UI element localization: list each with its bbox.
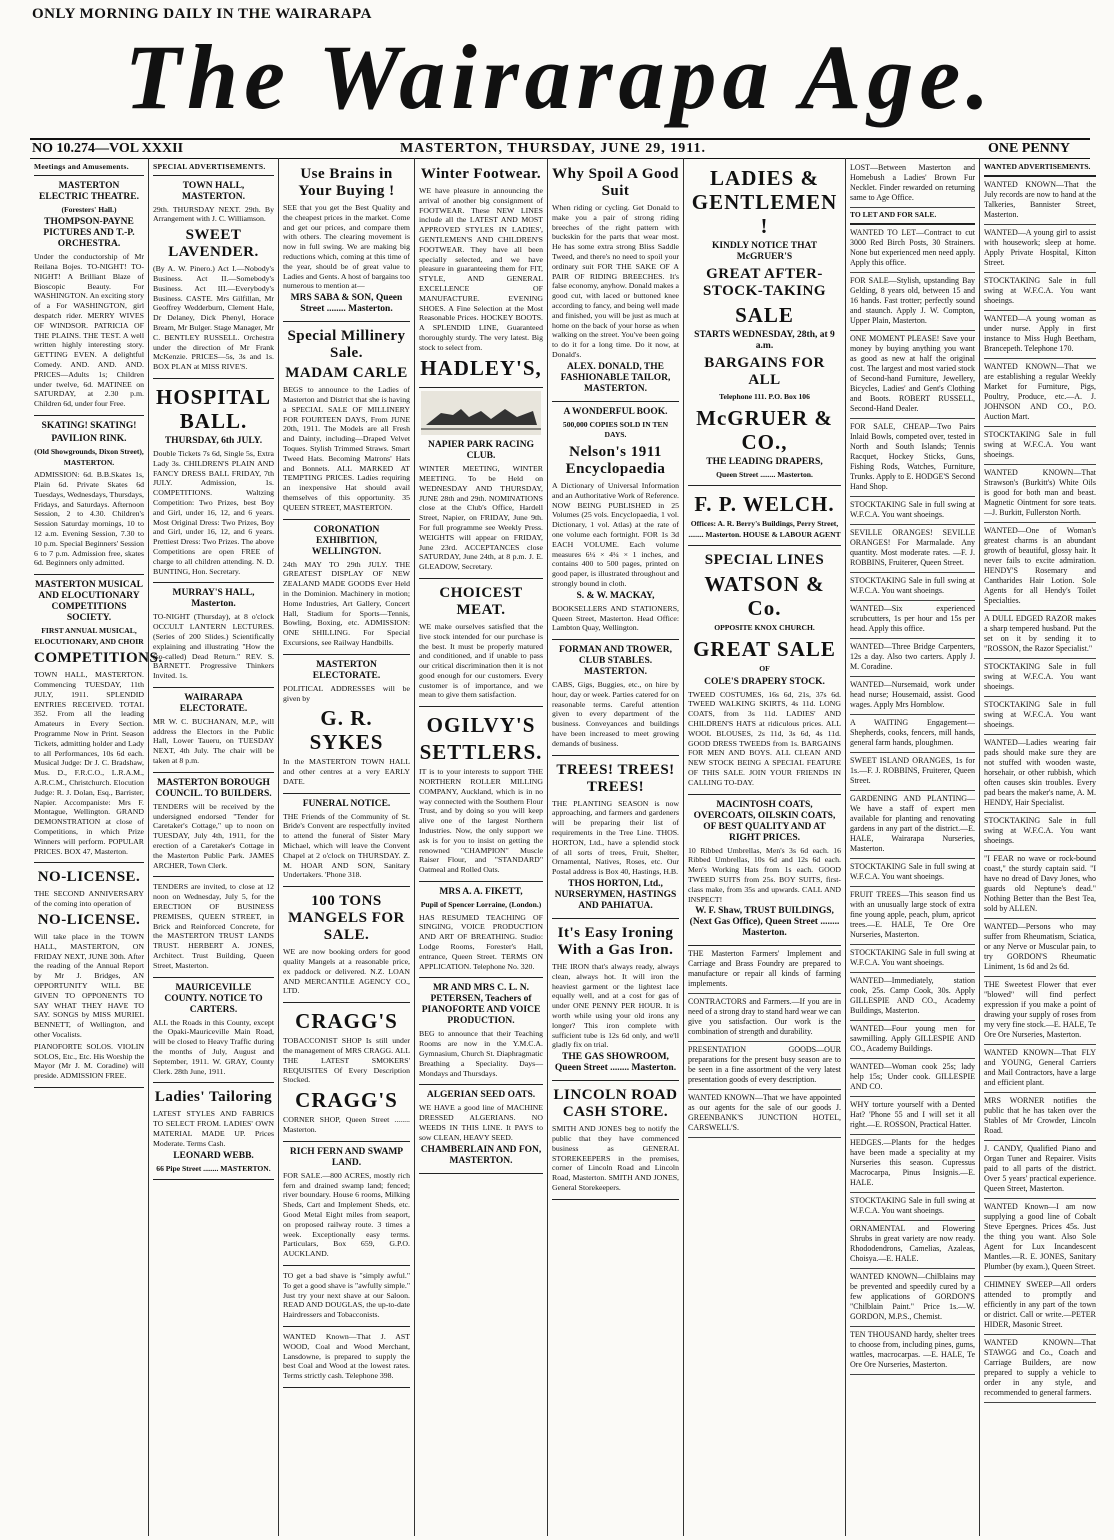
ad-body: PIANOFORTE SOLOS. VIOLIN SOLOS, Etc., Etc. His Worship the Mayor (Mr J. M. Coradine) will preside. ADMISSION FREE. (34, 1041, 144, 1081)
classified-item: STOCKTAKING Sale in full swing at W.F.C.A. You want shoeings. (850, 497, 975, 525)
ad-heading: MACINTOSH COATS, OVERCOATS, OILSKIN COATS, OF BEST QUALITY AND AT RIGHT PRICES. (693, 799, 836, 843)
classified-list (850, 225, 975, 1375)
ad-body: FOR SALE.—800 ACRES, mostly rich fern and drained swamp land; fenced; river boundary. House 6 rooms, Milking Sheds, Cart and Implement Sheds, etc. Good Metal Eight miles from seaport, on proposed railway route. 3 times a week. Exceptionally easy terms. Particulars, Box 659, G.P.O. AUCKLAND. (283, 1170, 410, 1259)
section-heading: SPECIAL ADVERTISEMENTS. (153, 160, 274, 176)
ad-title: CRAGG'S (295, 1088, 398, 1113)
ad-heading: CHAMBERLAIN AND FON, MASTERTON. (420, 1144, 542, 1166)
classified-item: WANTED—Three Bridge Carpenters, 12s a day. Also two carters. Apply J. M. Coradine. (850, 639, 975, 677)
ad-body: MR W. C. BUCHANAN, M.P., will address the Electors in the Public Hall, Lower Taueru, on TUESDAY NEXT, 4th July. The chair will be taken at 8 p.m. (153, 716, 274, 766)
ad-body: TENDERS will be received by the undersigned endorsed "Tender for Caretaker's Cottage," up to noon on TUESDAY, July 4th, 1911, for the erection of a Caretaker's Cottage in the Masterton Public Park. JAMES ARCHER, Town Clerk. (153, 801, 274, 870)
ad-body: TO get a bad shave is "simply awful." To get a good shave is "awfully simple." Just try your next shave at our Saloon. READ AND DOUGLAS, the up-to-date Hairdressers and Tobacconists. (283, 1271, 410, 1320)
ad-body: WE are now booking orders for good quality Mangels at a reasonable price, ex paddock or delivered. N.Z. LOAN AND MERCANTILE AGENCY CO., LTD. (283, 947, 410, 996)
classified-item: ONE MOMENT PLEASE! Save your money by buying anything you want as good as new at half the original cost. The largest and most varied stock of Second-hand Furniture, Jewellery, Bicycles, Ladies' and Gent's Clothing and Boots. ROBERT RUSSELL, Second-Hand Dealer. (850, 331, 975, 419)
ad-body: 29th. THURSDAY NEXT. 29th. By Arrangement with J. C. Williamson. (153, 204, 274, 224)
classified-item: HEDGES.—Plants for the hedges have been made a speciality at my Nurseries this season. Cupressus Macrocarpa, Pinus Insignis.—E. HALE. (850, 1135, 975, 1193)
ad-heading: S. & W. MACKAY, (576, 590, 655, 601)
skating-ad (34, 416, 144, 575)
ad-body: A Dictionary of Universal Information and an Authoritative Work of Reference. NOW BEING PUBLISHED in 25 Volumes (25 vols. Encyclopaedia, 1 vol. Dictionary, 1 vol. Atlas) at the rate of one volume each fortnight. FOR 1s 3d EACH VOLUME. Each volume measures 6¼ × 4¼ × 1 inches, and contains 400 to 500 pages, printed on good paper, is illustrated throughout and strongly bound in cloth. (552, 480, 679, 588)
shave-ad (283, 1266, 410, 1327)
ad-heading: LEONARD WEBB. (173, 1150, 254, 1161)
column-1 (30, 158, 163, 1536)
stables-ad (552, 640, 679, 756)
ad-body: SEE that you get the Best Quality and the cheapest prices in the market. Come and get our prices, and compare them with others. The clearing movement is now in full swing. We are making big reductions which, coming at this time of the year, should be of great value to Ladies and Gents. A host of bargains too numerous to mention at— (283, 203, 410, 291)
ad-body: In the MASTERTON TOWN HALL and other centres at a very EARLY DATE. (283, 757, 410, 786)
column-8 (980, 158, 1100, 1536)
ad-heading: MR AND MRS C. L. N. PETERSEN, Teachers of PIANOFORTE AND VOICE PRODUCTION. (421, 983, 541, 1027)
classified-item: A WAITING Engagement—Shepherds, cooks, fencers, mill hands, general farm hands, ploughmen. (850, 715, 975, 753)
tagline: ONLY MORNING DAILY IN THE WAIRARAPA (32, 6, 372, 22)
competitions-ad (34, 575, 163, 863)
ad-title: SWEET LAVENDER. (168, 227, 259, 261)
ad-heading: TOWN HALL, MASTERTON. (181, 180, 246, 202)
masthead: The Wairarapa Age. (124, 26, 996, 128)
ad-body: (By A. W. Pinero.) Act I.—Nobody's Business. Act II.—Somebody's Business. Act III.—Everybody's Business. CASTE. Mrs Gilfillan, Mr Geoffrey Wedderburn, Clement Hale, Dr Delaney, Dick Phenyl, Horace Bream, Mr Bulger. Stage Manager, Mr C. BENTLEY RUSSELL. Orchestra under the direction of Mr Frank McKenzie. PRICES—5s, 3s and 1s. BOX PLAN at MISS RIVE'S. (153, 264, 274, 372)
column-5 (548, 158, 684, 1536)
classified-item: A DULL EDGED RAZOR makes a sharp tempered husband. Put the set on it by sending it to "ROSSON, the Razor Specialist." (984, 611, 1096, 659)
ad-subheading: OF (759, 663, 770, 673)
ad-heading: FUNERAL NOTICE. (302, 798, 391, 809)
ad-body: POLITICAL ADDRESSES will be given by (283, 683, 410, 703)
issue-number: NO 10.274—VOL XXXII (32, 141, 184, 156)
classified-item: WANTED KNOWN—That Strawson's (Burkitt's) White Oils is good for both man and beast. Magnetic Ointment for sore teats.—J. Burkitt, Fullerston North. (984, 465, 1096, 523)
classified-item: STOCKTAKING Sale in full swing at W.F.C.A. You want shoeings. (984, 427, 1096, 465)
ad-title: TREES! TREES! TREES! (556, 761, 675, 795)
singing-ad (419, 882, 543, 978)
column-2 (149, 158, 279, 1536)
classified-item: WANTED Known—I am now supplying a good line of Cobalt Steve Epergnes. Prices 45s. Just the thing you want. Also Sole Agent for Lux Incandescent Mantles.—R. E. JONES, Sanitary Plumber (by exam.), Queen Street. (984, 1199, 1096, 1277)
ad-body: THE SECOND ANNIVERSARY of the coming into operation of (34, 889, 144, 909)
tailor-ad (552, 160, 679, 402)
classified-item: ORNAMENTAL and Flowering Shrubs in great variety are now ready. Rhododendrons, Camelias, Azaleas, Choisya.—E. HALE. (850, 1221, 975, 1269)
ad-title: NO-LICENSE. (37, 912, 141, 929)
ad-title: COMPETITIONS. (34, 650, 163, 667)
issue-date: MASTERTON, THURSDAY, JUNE 29, 1911. (400, 141, 707, 156)
ad-heading: MASTERTON ELECTORATE. (312, 659, 381, 681)
classified-item: STOCKTAKING Sale in full swing at W.F.C.A. You want shoeings. (850, 945, 975, 973)
classified-item: STOCKTAKING Sale in full swing at W.F.C.A. You want shoeings. (984, 273, 1096, 311)
ad-heading: NAPIER PARK RACING CLUB. (428, 440, 534, 462)
meat-ad (419, 579, 543, 707)
classified-item: WANTED KNOWN—That the July records are now to hand at the Talkeries, Bannister Street, Masterton. (984, 177, 1096, 225)
ad-title: Special Millinery Sale. (287, 328, 406, 362)
ad-title: CRAGG'S (295, 1009, 398, 1034)
classified-item: WANTED—Nursemaid, work under head nurse; Housemaid, assist. Good wages. Apply Mrs Hornblow. (850, 677, 975, 715)
ad-body: WE HAVE a good line of MACHINE DRESSED ALGERIANS. NO WEEDS IN THIS LINE. It PAYS to sow CLEAN, HEAVY SEED. (419, 1103, 543, 1142)
welch-ad (688, 486, 841, 546)
ad-title: Nelson's 1911 Encyclopaedia (565, 443, 666, 477)
ad-body: TWEED COSTUMES, 16s 6d, 21s, 37s 6d. TWEED WALKING SKIRTS, 4s 11d. LONG COATS, from 3s 11d. LADIES' AND CHILDREN'S HATS at ridiculous prices. ALL WOOL BLOUSES, 2s 11d, 3s 6d, 4s 11d. GOOD DRESS TWEEDS from 1s. BARGAINS FOR MEN AND BOYS. ALL CLEAN AND NEW STOCK BEING A SPECIAL FEATURE OF THIS SALE. JOIN YOUR FRIENDS IN CALLING TO-DAY. (688, 689, 841, 787)
classified-item: WANTED KNOWN—Chilblains may be prevented and speedily cured by a few applications of GORDON'S "Chilblain Paint." Price 1s.—W. GORDON, M.P.S., Chemist. (850, 1269, 975, 1327)
ad-body: TENDERS are invited, to close at 12 noon on Wednesday, July 5, for the ERECTION OF BUSINESS PREMISES, QUEEN STREET, in Brick and Reinforced Concrete, for the MASTERTON TRUST LANDS TRUST. HERBERT A. JONES, Architect. Trust Building, Queen Street, Masterton. (153, 882, 274, 970)
classified-item: "I FEAR no wave or rock-bound coast," the sturdy captain said. "I have no dread of Davy Jones, who guards old Neptune's dead." Nothing Better than the Best Tea, sold by ALLEN. (984, 851, 1096, 919)
ad-body: TO-NIGHT (Thursday), at 8 o'clock OCCULT LANTERN LECTURES. (Series of 200 Slides.) Scientifically explaining and illustrating "How the (so-called) Dead Return." REV. S. BARNETT. Progressive Thinkers Invited. 1s. (153, 612, 274, 681)
ad-heading: FORMAN AND TROWER, CLUB STABLES. MASTERTON. (558, 645, 673, 678)
ad-body: TOWN HALL, MASTERTON. Commencing TUESDAY, 11th JULY, 1911. SPLENDID ENTRIES RECEIVED. TOTAL 352. From all the leading Amateurs in Every Section. Programme Now in Print. Season Tickets, admitting holder and Lady to all Performances, 10s 6d each. Musical Judge: Dr J. C. Bradshaw, Mus. D., F.R.C.O., L.R.A.M., A.R.C.M., Christchurch. Elocution Judge: R. J. Dolan, Esq., Barrister, Napier. Accompaniste: Mrs F. Montague, Wellington. GRAND DEMONSTRATION at close of Competitions, in which Prize Winners will perform. POPULAR PRICES. BOX 47, Masterton. (34, 670, 144, 856)
ad-heading: PAVILION RINK. (51, 433, 127, 444)
classified-item: STOCKTAKING Sale in full swing at W.F.C.A. You want shoeings. (850, 1193, 975, 1221)
ad-title: 100 TONS MANGELS FOR SALE. (288, 893, 405, 944)
ad-heading: MAURICEVILLE COUNTY. NOTICE TO CARTERS. (164, 982, 263, 1015)
ad-heading: A WONDERFUL BOOK. (563, 406, 668, 417)
nolicense-ad (34, 863, 144, 1088)
ad-title: MADAM CARLE (285, 365, 408, 382)
classified-item: PRESENTATION GOODS—OUR preparations for the present busy season are to be seen in a fine assortment of the very latest presentation goods of every description. (688, 1042, 841, 1090)
classified-item: THE Masterton Farmers' Implement and Carriage and Brass Foundry are prepared to manufacture or repair all kinds of farming implements. (688, 946, 841, 994)
ad-body: ALL the Roads in this County, except the Opaki-Mauriceville Main Road, will be closed to Heavy Traffic during the months of July, August and September, 1911. W. GRAY, County Clerk. 28th June, 1911. (153, 1017, 274, 1076)
ad-body: WE make ourselves satisfied that the live stock intended for our purchase is the best. It must be properly matured and conditioned, and if unable to pass our critical discrimination then it is not good enough for our customers. Every customer is of importance, and we mean to give them satisfaction. (419, 621, 543, 700)
ad-body: Under the conductorship of Mr Reilana Bojes. TO-NIGHT! TO-NIGHT! A Brilliant Blaze of Bioscopic Beauty. For WASHINGTON. An exciting story of a For WASHINGTON, girl despatch rider. MERRY WIVES OF WINDSOR. PATRICIA OF THE PLAINS. THE TEST. A well written highly interesting story. GETTING EVEN. A delightful Comedy. AND. AND. AND. PRICES—Adults 1s; Children under twelve, 6d. MATINEE on SATURDAY, at 2.30 p.m. Children 6d, under four Free. (34, 252, 144, 409)
ad-heading: ALEX. DONALD, THE FASHIONABLE TAILOR, MASTERTON. (560, 361, 671, 394)
classified-item: WANTED KNOWN—That STAWGG and Co., Coach and Carriage Builders, are now prepared to supply a vehicle to order in any style, and recommended to general farmers. (984, 1335, 1096, 1403)
column-7 (846, 158, 980, 1536)
shaw-ad (688, 795, 841, 947)
classified-item: WANTED—A young woman as under nurse. Apply in first instance to Miss Hugh Beetham, Brancepeth. Telephone 170. (984, 311, 1096, 359)
ad-title: LADIES & GENTLEMEN ! (691, 166, 838, 238)
ad-heading: MURRAY'S HALL, Masterton. (172, 588, 255, 610)
ad-body: Will take place in the TOWN HALL, MASTERTON, ON FRIDAY NEXT, JUNE 30th. After the reading of the Annual Report by Mr J. Bridges, AN OPPORTUNITY WILL BE GIVEN TO OPPONENTS TO SAY WHAT THEY HAVE TO SAY. SONGS by MISS MURIEL BENNETT, of Wellington, and other Vocalists. (34, 932, 144, 1039)
craggs-ad (283, 1003, 410, 1142)
ad-heading: CORONATION EXHIBITION, WELLINGTON. (311, 524, 382, 557)
ad-title: GREAT SALE (693, 636, 836, 661)
ad-heading: SKATING! SKATING! (41, 420, 137, 431)
theatre-ad (34, 176, 144, 416)
price: ONE PENNY (987, 141, 1070, 156)
classified-item: WHY torture yourself with a Dented Hat? 'Phone 55 and I will set it all right.—E. ROSSON, Practical Hatter. (850, 1097, 975, 1135)
ad-heading: THE GAS SHOWROOM, Queen Street ........ Masterton. (554, 1052, 677, 1074)
column-6 (684, 158, 846, 1536)
classified-item: CHIMNEY SWEEP—All orders attended to promptly and efficiently in any part of the town or district. Call or write.—PETER HIDER, Masonic Street. (984, 1277, 1096, 1335)
ad-subheading: OPPOSITE KNOX CHURCH. (714, 623, 815, 633)
classified-item: GARDENING AND PLANTING—We have a staff of expert men available for planting and renovating gardens in any part of the district.—E. HALE, Wairarapa Nurseries, Masterton. (850, 791, 975, 859)
classified-item: WANTED KNOWN—That we are establishing a regular Weekly Market for Furniture, Pigs, Poultry, Produce, etc.—A. J. JOHNSON AND CO., P.O. Auction Mart. (984, 359, 1096, 427)
ad-subheading: (Foresters' Hall.) (61, 204, 117, 214)
classified-item: WANTED—One of Woman's greatest charms is an abundant growth of beautiful, glossy hair. It never fails to excite admiration. HENDY'S Rosemary and Cantharides Hair Lotion. Sole Agents for all Hendy's Toilet Specialties. (984, 523, 1096, 611)
footwear-ad (419, 160, 543, 388)
ad-title: McGRUER & CO., (696, 405, 833, 454)
classified-item: STOCKTAKING Sale in full swing at W.F.C.A. You want shoeings. (850, 573, 975, 601)
ad-subheading: 500,000 COPIES SOLD IN TEN DAYS. (562, 419, 669, 440)
townhall-ad (153, 176, 274, 379)
ad-title: G. R. SYKES (309, 706, 384, 755)
classified-item: FOR SALE, CHEAP—Two Pairs Inlaid Bowls, competed over, tested in North and South Islands; Tennis Racquet, Hockey Sticks, Guns, Fishing Rods, Watches, Furniture, Trunks. Apply to E. HODGE'S Second Hand Shop. (850, 419, 975, 497)
classified-item: MRS WORNER notifies the public that he has taken over the Stables of Mr Crowder, Lincoln Road. (984, 1093, 1096, 1141)
pianoforte-ad (419, 978, 543, 1085)
classified-item: WANTED—Six experienced scrubcutters, 1s per hour and 15s per head. Apply this office. (850, 601, 975, 639)
ad-heading: RICH FERN AND SWAMP LAND. (289, 1146, 404, 1168)
racehorses-icon (421, 391, 541, 435)
ad-body: WANTED Known—That J. AST WOOD, Coal and Wood Merchant, Lansdowne, is prepared to supply the best Coal and Wood at the lowest rates. Terms strictly cash. Telephone 398. (283, 1331, 410, 1381)
ad-body: CABS, Gigs, Buggies, etc., on hire by hour, day or week. Parties catered for on reasonable terms. Careful attention given to every department of the business. Conveyances and buildings have been increased to meet growing demands of business. (552, 680, 679, 748)
ad-body: SMITH AND JONES beg to notify the public that they have commenced business as GENERAL STOREKEEPERS in the premises, corner of Lincoln Road and Lincoln Road, Masterton. SMITH AND JONES, General Storekeepers. (552, 1124, 679, 1192)
ad-title: WATSON & Co. (704, 572, 825, 621)
seed-oats-ad (419, 1085, 543, 1173)
classified-item: SWEET ISLAND ORANGES, 1s for 1s.—F. J. ROBBINS, Fruiterer, Queen Street. (850, 753, 975, 791)
ad-body: HAS RESUMED TEACHING OF SINGING, VOICE PRODUCTION AND ART OF BREATHING. Studio: Lodge Rooms, Forester's Hall, entrance, Queen Street. TERMS ON APPLICATION. Telephone No. 320. (419, 912, 543, 971)
murray-hall-ad (153, 583, 274, 688)
ad-heading: THOS HORTON, Ltd., NURSERYMEN, HASTINGS AND PAHIATUA. (554, 879, 677, 912)
section-heading: Meetings and Amusements. (34, 160, 144, 176)
classified-item: STOCKTAKING Sale in full swing at W.F.C.A. You want shoeings. (984, 813, 1096, 851)
ad-body: TOBACCONIST SHOP Is still under the management of MRS CRAGG. ALL THE LATEST SMOKERS' REQUISITES Of Every Description Stocked. (283, 1036, 410, 1085)
classified-item: WANTED KNOWN—That we have appointed as our agents for the sale of our goods J. GREENBANK'S JUNCTION HOTEL, CARSWELL'S. (688, 1090, 841, 1138)
ad-heading: ALGERIAN SEED OATS. (426, 1090, 536, 1101)
ad-title: NO-LICENSE. (37, 869, 141, 886)
classified-item: FRUIT TREES—This season find us with an unusually large stock of extra fine young apple, peach, plum, apricot trees.—E. HALE, Te Ore Ore Nurseries, Masterton. (850, 887, 975, 945)
ad-body: ADMISSION: 6d. B.B.Skates 1s, Plain 6d. Private Skates 6d Tuesdays, Wednesdays, Thursdays, Fridays, and Saturdays. Afternoon Session, 2 to 4.30. Children's Session Saturday mornings, 10 to 12 a.m. Evening Session, 7.30 to 10 p.m. Special Beginners' Session 6 to 7 p.m. Admission free, skates 6d. Beginners only admitted. (34, 470, 144, 568)
ad-address: 66 Pipe Street ........ MASTERTON. (156, 1163, 271, 1173)
ad-title: SPECIAL LINES (704, 552, 825, 569)
ad-title: Ladies' Tailoring (154, 1089, 273, 1106)
ogilvy-ad (419, 707, 543, 882)
ad-heading: MRS SABA & SON, Queen Street ........ Masterton. (290, 293, 403, 315)
classified-item: TEN THOUSAND hardy, shelter trees to choose from, including pines, gums, wattles, macrocarpas. —E. HALE, Te Ore Ore Nurseries, Masterton. (850, 1327, 975, 1375)
ad-title: It's Easy Ironing With a Gas Iron. (557, 925, 674, 959)
classified-item: WANTED—Four young men for sawmilling. Apply GILLESPIE AND CO., Academy Buildings. (850, 1021, 975, 1059)
watson-ad (688, 546, 841, 794)
funeral-notice (283, 794, 410, 888)
ad-contact: Telephone 111. P.O. Box 106 (719, 392, 810, 401)
ad-subheading: FIRST ANNUAL MUSICAL, ELOCUTIONARY, AND CHOIR (34, 626, 144, 646)
ad-heading: W. F. Shaw, TRUST BUILDINGS, (Next Gas Office), Queen Street ........ Masterton. (689, 906, 840, 939)
classified-item: THE Sweetest Flower that ever "blowed" will find perfect expression if you make a point of drawing your supply of roses from my very fine stock.—E. HALE, Te Ore Ore Nurseries, Masterton. (984, 977, 1096, 1045)
section-heading: WANTED ADVERTISEMENTS. (984, 160, 1096, 177)
ad-subheading: Pupil of Spencer Lorraine, (London.) (420, 900, 542, 910)
ad-title: GREAT AFTER-STOCK-TAKING (703, 266, 826, 299)
ad-title: Winter Footwear. (420, 166, 542, 182)
ad-body: LATEST STYLES AND FABRICS TO SELECT FROM. LADIES' OWN MATERIAL MADE UP. Prices Moderate. Terms Cash. (153, 1109, 274, 1148)
ad-body: 10 Ribbed Umbrellas, Men's 3s 6d each. 16 Ribbed Umbrellas, 10s 6d and 12s 6d each. Men's Working Hats from 1s each. GOOD TWEED SUITS from 25s. BOY SUITS, first-class make, from 35s and upwards. CALL AND INSPECT! (688, 845, 841, 904)
section-heading: TO LET AND FOR SALE. (850, 208, 975, 225)
cash-store-ad (552, 1081, 679, 1200)
dateline (30, 138, 1090, 159)
ad-heading: THURSDAY, 6th JULY. (164, 435, 263, 446)
ad-body: IT is to your interests to support THE NORTHERN ROLLER MILLING COMPANY, Auckland, which is in no way connected with the Southern Flour Trust, and by doing so you will keep alive one of the largest Northern Industries. Now, the only support we ask is for you to insist on getting the renowned "CHAMPION" Muscle Raiser Flour, and "STANDARD" Oatmeal and Rolled Oats. (419, 767, 543, 875)
mangels-ad (283, 887, 410, 1003)
ad-subheading: (Old Showgrounds, Dixon Street), MASTERTON. (34, 446, 144, 467)
ad-body: WE have pleasure in announcing the arrival of another big consignment of FOOTWEAR. These NEW LINES include all the LATEST AND MOST APPROVED STYLES IN LADIES', GENTLEMEN'S AND CHILDREN'S FOOTWEAR. They have all been specially selected, and we have pleasure in guaranteeing them for FIT, STYLE, AND GENERAL EXCELLENCE OF MANUFACTURE. EVENING SHOES. A Fine Selection at the Most Reasonable Prices. HOCKEY BOOTS. A SPLENDID LINE, Guaranteed thoroughly sturdy. The very latest. Big stock to select from. (419, 186, 543, 352)
mauriceville-ad (153, 978, 274, 1084)
ad-title: OGILVY'S (426, 713, 536, 738)
classified-item: STOCKTAKING Sale in full swing at W.F.C.A. You want shoeings. (984, 697, 1096, 735)
ad-subheading: Offices: A. R. Berry's Buildings, Perry Street, ........ Masterton. HOUSE & LABOUR AGENT (688, 519, 841, 539)
encyclopaedia-ad (552, 402, 679, 640)
ad-body: 24th MAY TO 29th JULY. THE GREATEST DISPLAY OF NEW ZEALAND MADE GOODS Ever Held in the Dominion. Machinery in motion; Home Industries, Art Gallery, Concert Hall, Stadium for Sports—Tennis, Bowling, Boxing, etc. ADMISSION: ONE SHILLING. For Special Excursions, see Railway Handbills. (283, 559, 410, 647)
ad-body: WINTER MEETING, WINTER MEETING. To be Held on WEDNESDAY AND THURSDAY, JUNE 28th and 29th. NOMINATIONS close at the Club's Office, Hardell Street, Napier, on FRIDAY, June 9th. For full programme see Weekly Press. WEIGHTS will appear on FRIDAY, June 23rd. ACCEPTANCES close SATURDAY, June 24th, at 8 p.m. J. E. GLEADOW, Secretary. (419, 464, 543, 572)
column-3 (279, 158, 415, 1536)
ad-heading: THE LEADING DRAPERS, (706, 456, 823, 467)
ad-heading: MASTERTON BOROUGH COUNCIL. TO BUILDERS. (155, 777, 272, 799)
tenders-ad (153, 877, 274, 977)
ad-title: Use Brains in Your Buying ! (298, 166, 395, 199)
fern-land-ad (283, 1142, 410, 1266)
ad-title: F. P. WELCH. (694, 492, 835, 517)
classified-item: LOST—Between Masterton and Homebush a Ladies' Brown Fur Necklet. Finder rewarded on returning same to Age Office. (850, 160, 975, 208)
classified-item: STOCKTAKING Sale in full swing at W.F.C.A. You want shoeings. (850, 859, 975, 887)
ad-heading: MASTERTON MUSICAL AND ELOCUTIONARY COMPETITIONS SOCIETY. (35, 580, 143, 624)
ad-heading: STARTS WEDNESDAY, 28th, at 9 a.m. (694, 330, 835, 351)
ad-body: When riding or cycling. Get Donald to make you a pair of strong riding breeches of the right pattern with buckskin for the parts that wear most. He has some extra strong Bliss Saddle Tweed, and there's no need to spoil your ordinary suit FOR THE SAKE OF A PAIR OF RIDING BREECHES. It's false economy, anyhow. Donald makes a good cut, with laced or buttoned knee according to fancy, and being well made and finished, you will be just as much at home on the back of your horse as when walking on the street. You've been going to do it for a long time. Do it now, at Donald's. (552, 203, 679, 359)
ad-title: BARGAINS FOR ALL (704, 355, 825, 388)
ad-body: THE IRON that's always ready, always clean, always hot. It will iron the heaviest garment or the lightest lace equally well, and at a cost for gas of under ONE PENNY PER HOUR. It is worth while using your old irons any longer? This iron complete with sufficient tube is 12s 6d only, and we'll gladly fix on trial. (552, 962, 679, 1050)
ad-title: Why Spoil A Good Suit (552, 166, 679, 199)
mcgruer-ad (688, 160, 841, 486)
classified-item: WANTED—Immediately, station cook, 25s. Camp Cook, 30s. Apply GILLESPIE AND CO., Academy Buildings, Masterton. (850, 973, 975, 1021)
coal-ad (283, 1327, 410, 1388)
ad-title: SALE (735, 303, 794, 327)
sykes-ad (283, 655, 410, 794)
ad-title: CHOICEST MEAT. (439, 584, 523, 618)
ad-body: BEG to announce that their Teaching Rooms are now in the Y.M.C.A. Gymnasium, Church St. Diaphragmatic Breathing a Speciality. Days—Mondays and Thursdays. (419, 1029, 543, 1078)
columns (30, 158, 1100, 1536)
ad-body: BOOKSELLERS AND STATIONERS, Queen Street, Masterton. Head Office: Lambton Quay, Wellington. (552, 603, 679, 633)
classified-item: J. CANDY, Qualified Piano and Organ Tuner and Repairer. Visits paid to all parts of the district. Over 5 years' practical experience. Queen Street, Masterton. (984, 1141, 1096, 1199)
classified-item: WANTED—Ladies wearing fair pads should make sure they are not stuffed with wooden waste, horsehair, or other rubbish, which often causes skin troubles. Every pad bears the maker's name, A. M. HENDY, Hair Specialist. (984, 735, 1096, 813)
classified-item: WANTED TO LET—Contract to cut 3000 Red Birch Posts, 30 Strainers. None but experienced men need apply. Apply this office. (850, 225, 975, 273)
tailoring-ad (153, 1083, 274, 1180)
ad-heading: THOMPSON-PAYNE PICTURES AND T.-P. ORCHESTRA. (43, 217, 135, 250)
ad-title: HOSPITAL BALL. (156, 384, 271, 433)
classified-list (984, 177, 1096, 1403)
ad-body: THE Friends of the Community of St. Bride's Convent are respectfully invited to attend the funeral of Sister Mary Michael, which will leave the Convent Chapel at 2 o'clock on THURSDAY. Z. M. HOAR AND SON, Sanitary Undertakers. 'Phone 318. (283, 811, 410, 880)
classified-item: WANTED—Persons who may suffer from Rheumatism, Sciatica, or any Nerve or Muscular pain, to try GORDON'S Rheumatic Liniment, 1s 6d and 2s 6d. (984, 919, 1096, 977)
ad-body: BEGS to announce to the Ladies of Masterton and District that she is having a SPECIAL SALE OF MILLINERY FOR FOURTEEN DAYS, From JUNE 20th, 1911. The Models are all Fresh and Dainty, including—Draped Velvet Toques. Stylish Trimmed Straws. Smart Tweed Hats. Becoming Matrons' Hats and Bonnets. ALL MARKED AT TEMPTING PRICES. Ladies requiring an inexpensive Hat should avail themselves of this opportunity. 35 QUEEN STREET, MASTERTON. (283, 385, 410, 512)
gas-iron-ad (552, 919, 679, 1081)
brains-ad (283, 160, 410, 322)
classified-item: WANTED KNOWN—That FLY and YOUNG, General Carriers and Mail Contractors, have a large and efficient plant. (984, 1045, 1096, 1093)
racing-ad (419, 388, 543, 579)
ad-title: LINCOLN ROAD CASH STORE. (553, 1087, 678, 1121)
hospital-ball-ad (153, 379, 274, 583)
ad-title: SETTLERS. (419, 740, 543, 765)
classified-item: STOCKTAKING Sale in full swing at W.F.C.A. You want shoeings. (984, 659, 1096, 697)
borough-ad (153, 773, 274, 878)
ad-heading: MASTERTON ELECTRIC THEATRE. (39, 180, 139, 202)
classified-item: WANTED—Woman cook 25s; lady help 15s; Under cook. GILLESPIE AND CO. (850, 1059, 975, 1097)
ad-body: Double Tickets 7s 6d, Single 5s, Extra Lady 3s. CHILDREN'S PLAIN AND FANCY DRESS BALL FRIDAY, 7th JULY. Admission, 1s. COMPETITIONS. Waltzing Competition: Two Prizes, best Boy and Girl, under 16, 12, and 6 years. Most Original Dress: Two Prizes, Boy and Girl, under 16, 12, and 6 years. Prettiest Dress: Two Prizes. The above Competitions are open FREE of charge to all children attending. N. D. BUNTING, Hon. Secretary. (153, 448, 274, 576)
ad-heading: WAIRARAPA ELECTORATE. (179, 692, 248, 714)
ad-heading: COLE'S DRAPERY STOCK. (704, 676, 825, 687)
ad-body: CORNER SHOP, Queen Street ........ Masterton. (283, 1115, 410, 1135)
classified-item: FOR SALE—Stylish, upstanding Bay Gelding, 8 years old, between 15 and 16 hands. Fast trotter; perfectly sound and staunch. Apply J. W. Compton, Upper Plain, Masterton. (850, 273, 975, 331)
millinery-ad (283, 322, 410, 519)
classified-item: SEVILLE ORANGES! SEVILLE ORANGES! For Marmalade. Any quantity. Most moderate rates. —F. J. ROBBINS, Fruiterer, Queen Street. (850, 525, 975, 573)
ad-address: Queen Street ........ Masterton. (716, 469, 813, 479)
ad-heading: KINDLY NOTICE THAT McGRUER'S (711, 241, 818, 262)
classified-item: CONTRACTORS and Farmers.—If you are in need of a strong dray to stand hard wear we can give you satisfaction. Our work is the combination of strength and durability. (688, 994, 841, 1042)
ad-title: HADLEY'S, (420, 355, 542, 380)
coronation-ad (283, 520, 410, 655)
classified-item: WANTED—A young girl to assist with housework; sleep at home. Apply Private Hospital, Kitton Street. (984, 225, 1096, 273)
ad-body: THE PLANTING SEASON is now approaching, and farmers and gardeners will be preparing their list of requirements in the Tree Line. THOS. HORTON, Ltd., have a splendid stock of all sorts of trees, Fruit, Shelter, Ornamental, Natives, Roses, etc. Our Postal address is Box 40, Hastings, H.B. (552, 798, 679, 877)
column-4 (415, 158, 548, 1536)
ad-heading: MRS A. A. FIKETT, (439, 887, 523, 898)
electorate-ad (153, 688, 274, 773)
trees-ad (552, 756, 679, 919)
